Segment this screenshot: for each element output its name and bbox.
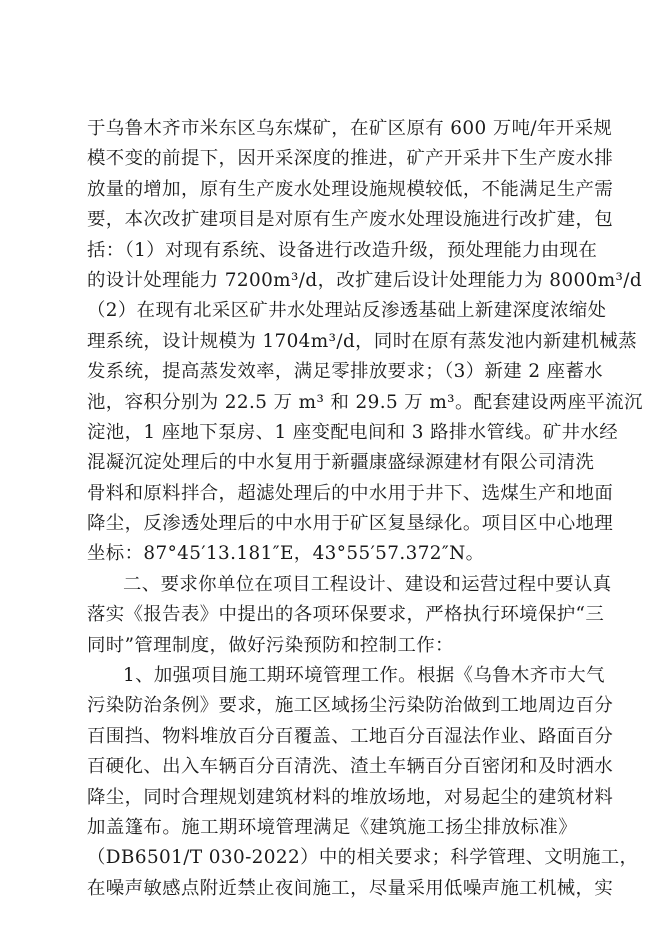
text-line: 骨料和原料拌合，超滤处理后的中水用于井下、选煤生产和地面 xyxy=(87,482,614,504)
text-line: 混凝沉淀处理后的中水复用于新疆康盛绿源建材有限公司清洗 xyxy=(87,452,595,474)
text-line: 坐标：87°45′13.181″E，43°55′57.372″N。 xyxy=(87,543,485,565)
text-line: 的设计处理能力 7200m³/d，改扩建后设计处理能力为 8000m³/d xyxy=(87,269,643,291)
text-line: 在噪声敏感点附近禁止夜间施工，尽量采用低噪声施工机械，实 xyxy=(87,877,614,899)
text-line: 1、加强项目施工期环境管理工作。根据《乌鲁木齐市大气 xyxy=(123,665,605,687)
text-line: 于乌鲁木齐市米东区乌东煤矿，在矿区原有 600 万吨/年开采规 xyxy=(87,118,613,139)
text-line: 二、要求你单位在项目工程设计、建设和运营过程中要认真 xyxy=(123,573,612,595)
text-line: 淀池，1 座地下泵房、1 座变配电间和 3 路排水管线。矿井水经 xyxy=(87,421,619,443)
text-line: 模不变的前提下，因开采深度的推进，矿产开采井下生产废水排 xyxy=(87,148,614,170)
text-line: 同时”管理制度，做好污染预防和控制工作： xyxy=(87,634,454,656)
text-line: 落实《报告表》中提出的各项环保要求，严格执行环境保护“三 xyxy=(87,604,605,626)
text-line: 降尘，同时合理规划建筑材料的堆放场地，对易起尘的建筑材料 xyxy=(87,786,614,808)
text-line: 发系统，提高蒸发效率，满足零排放要求；（3）新建 2 座蓄水 xyxy=(87,361,604,383)
text-line: （DB6501/T 030-2022）中的相关要求；科学管理、文明施工， xyxy=(87,847,639,869)
text-line: 降尘，反渗透处理后的中水用于矿区复垦绿化。项目区中心地理 xyxy=(87,513,614,535)
text-line: 要，本次改扩建项目是对原有生产废水处理设施进行改扩建，包 xyxy=(87,209,614,231)
text-line: 池，容积分别为 22.5 万 m³ 和 29.5 万 m³。配套建设两座平流沉 xyxy=(87,391,643,413)
text-line: 括：（1）对现有系统、设备进行改造升级，预处理能力由现在 xyxy=(87,239,598,261)
document-body xyxy=(87,114,643,904)
text-line: 百围挡、物料堆放百分百覆盖、工地百分百湿法作业、路面百分 xyxy=(87,725,614,747)
text-line: 加盖篷布。施工期环境管理满足《建筑施工扬尘排放标准》 xyxy=(87,816,577,838)
text-line: 放量的增加，原有生产废水处理设施规模较低，不能满足生产需 xyxy=(87,178,614,200)
text-line: （2）在现有北采区矿井水处理站反渗透基础上新建深度浓缩处 xyxy=(87,300,607,322)
text-line: 百硬化、出入车辆百分百清洗、渣土车辆百分百密闭和及时洒水 xyxy=(87,756,614,778)
text-line: 理系统，设计规模为 1704m³/d，同时在原有蒸发池内新建机械蒸 xyxy=(87,330,638,352)
text-line: 污染防治条例》要求，施工区域扬尘污染防治做到工地周边百分 xyxy=(87,695,614,717)
